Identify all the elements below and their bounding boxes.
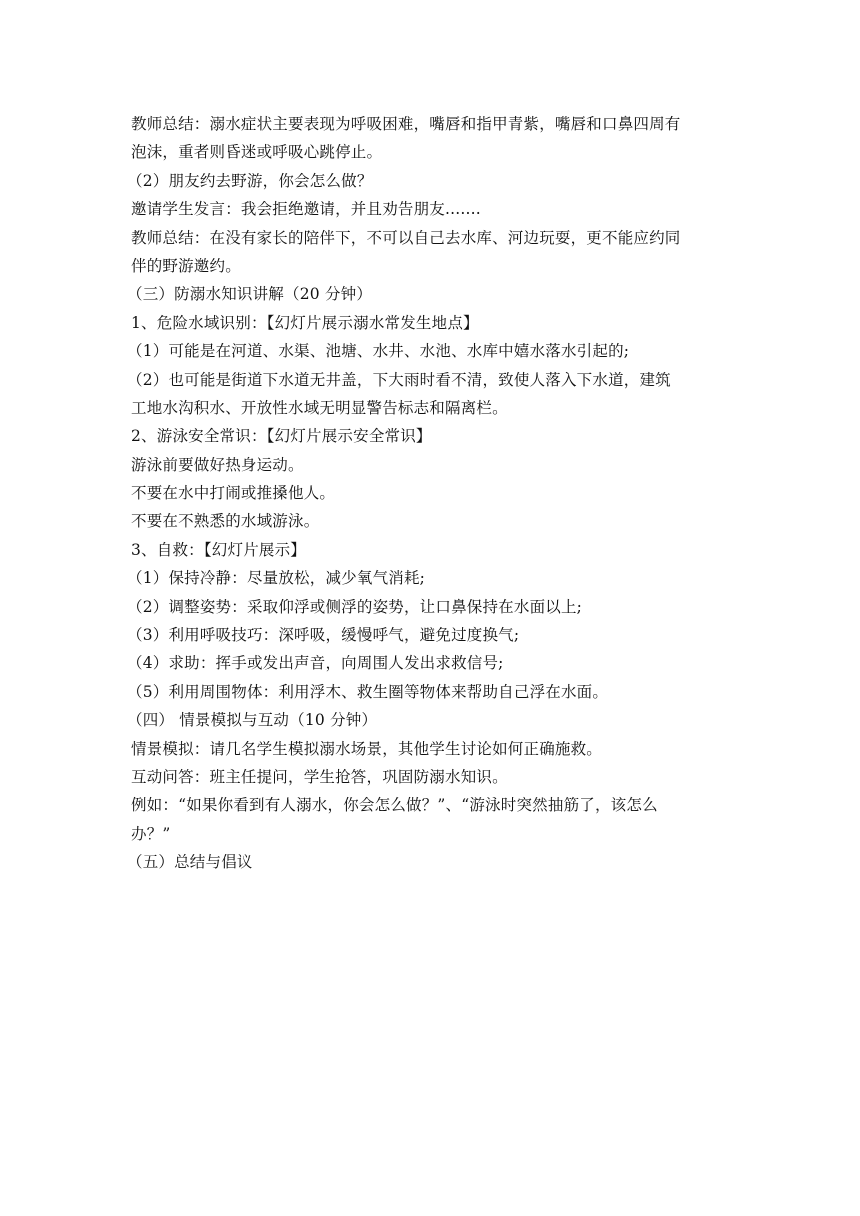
text-line: 游泳前要做好热身运动。 — [131, 455, 304, 474]
text-line: （2）调整姿势：采取仰浮或侧浮的姿势，让口鼻保持在水面以上; — [127, 597, 583, 616]
section-heading: （三）防溺水知识讲解（20 分钟） — [127, 285, 373, 304]
text-line: 办？” — [131, 824, 171, 843]
text-line: 不要在不熟悉的水域游泳。 — [131, 512, 320, 531]
subsection-heading: 3、自救：【幻灯片展示】 — [131, 540, 307, 559]
text-line: 工地水沟积水、开放性水域无明显警告标志和隔离栏。 — [131, 398, 508, 417]
text-line: 教师总结：在没有家长的陪伴下，不可以自己去水库、河边玩耍，更不能应约同 — [131, 228, 681, 247]
section-heading: （四） 情景模拟与互动（10 分钟） — [127, 711, 378, 730]
document-body — [127, 110, 731, 877]
text-line: 情景模拟：请几名学生模拟溺水场景，其他学生讨论如何正确施救。 — [131, 739, 603, 758]
text-line: （4）求助：挥手或发出声音，向周围人发出求救信号; — [127, 654, 504, 673]
text-line: （3）利用呼吸技巧：深呼吸，缓慢呼气，避免过度换气; — [127, 626, 520, 645]
text-line: （2）朋友约去野游，你会怎么做？ — [127, 171, 373, 190]
subsection-heading: 2、游泳安全常识：【幻灯片展示安全常识】 — [131, 427, 432, 446]
text-line: 邀请学生发言：我会拒绝邀请，并且劝告朋友....... — [131, 200, 481, 219]
text-line: （5）利用周围物体：利用浮木、救生圈等物体来帮助自己浮在水面。 — [127, 682, 609, 701]
text-line: （2）也可能是街道下水道无井盖，下大雨时看不清，致使人落入下水道，建筑 — [127, 370, 671, 389]
text-line: 互动问答：班主任提问，学生抢答，巩固防溺水知识。 — [131, 767, 508, 786]
text-line: 伴的野游邀约。 — [131, 256, 241, 275]
section-heading: （五）总结与倡议 — [127, 853, 253, 872]
text-line: （1）可能是在河道、水渠、池塘、水井、水池、水库中嬉水落水引起的; — [127, 342, 630, 361]
text-line: 不要在水中打闹或推搡他人。 — [131, 484, 336, 503]
subsection-heading: 1、危险水域识别：【幻灯片展示溺水常发生地点】 — [131, 313, 479, 332]
text-line: 教师总结：溺水症状主要表现为呼吸困难，嘴唇和指甲青紫，嘴唇和口鼻四周有 — [131, 115, 681, 133]
text-line: 泡沫，重者则昏迷或呼吸心跳停止。 — [131, 143, 383, 162]
text-line: 例如：“如果你看到有人溺水，你会怎么做？”、“游泳时突然抽筋了，该怎么 — [131, 796, 658, 815]
text-line: （1）保持冷静：尽量放松，减少氧气消耗; — [127, 569, 426, 588]
